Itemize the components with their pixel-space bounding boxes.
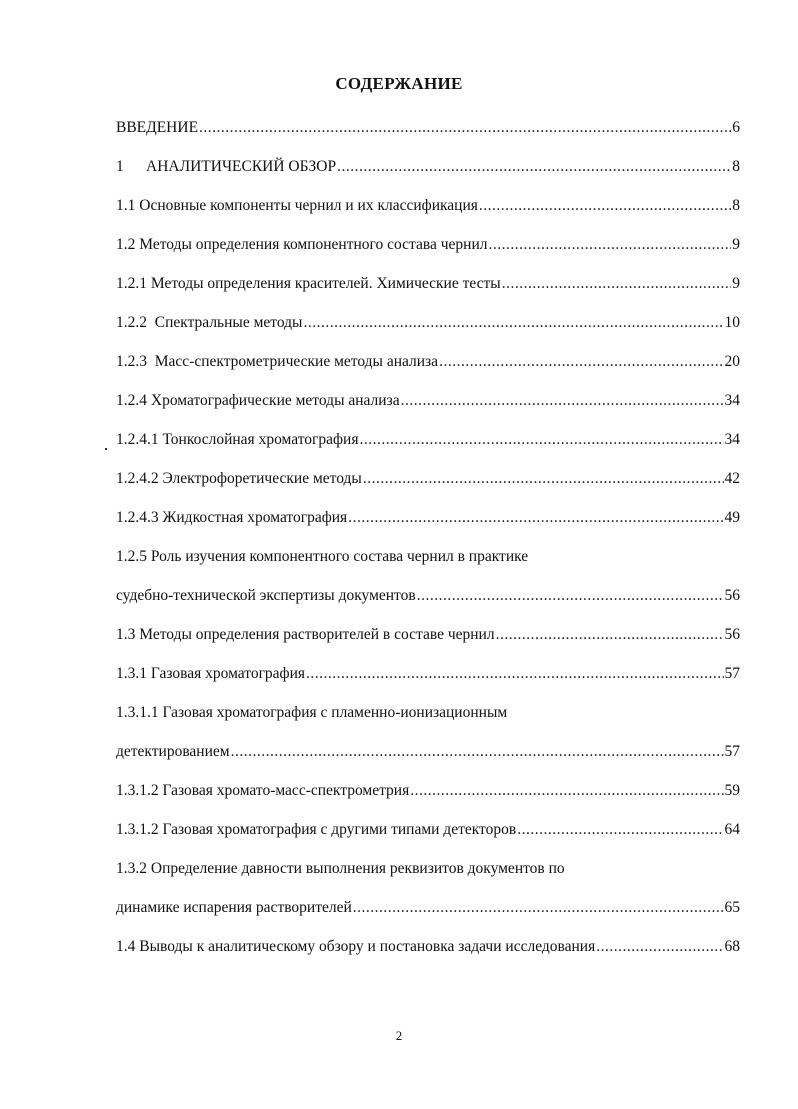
chapter-title: АНАЛИТИЧЕСКИЙ ОБЗОР [146,158,337,175]
dot-leader [496,615,724,654]
toc-entry-text: детектированием [116,743,230,760]
dot-leader [199,108,731,147]
table-of-contents [116,108,740,966]
toc-entry-page: 56 [724,626,740,643]
toc-entry-text: 1.2.4.3 Жидкостная хроматография [116,509,348,526]
toc-entry-text: динамике испарения растворителей [116,899,352,916]
toc-entry-page: 68 [724,938,740,955]
dot-leader [410,771,723,810]
toc-entry-page: 9 [732,275,740,292]
toc-entry-text: ВВЕДЕНИЕ [116,119,199,136]
dot-leader [417,576,724,615]
toc-entry-text: 1.2.5 Роль изучения компонентного состава чернил в практике [116,548,529,565]
page-number: 2 [395,1028,403,1043]
toc-entry-page: 34 [724,392,740,409]
chapter-number: 1 [116,158,124,175]
toc-entry-text: 1.3 Методы определения растворителей в составе чернил [116,626,495,643]
dot-leader [502,264,732,303]
toc-entry-page: 6 [732,119,740,136]
toc-entry-1-3-1-1-line2[interactable] [116,732,740,771]
dot-leader [303,303,723,342]
toc-entry-text: 1.2.4.2 Электрофоретические методы [116,470,362,487]
toc-entry-1-2-4[interactable] [116,381,740,420]
toc-entry-1-2-4-2[interactable] [116,459,740,498]
toc-entry-1-2-1[interactable] [116,264,740,303]
toc-entry-page: 56 [724,587,740,604]
toc-entry-text: 1.3.1.2 Газовая хромато-масс-спектрометрия [116,782,410,799]
dot-leader [439,342,723,381]
dot-leader [489,225,732,264]
toc-entry-1-2-4-3[interactable] [116,498,740,537]
dot-leader [348,498,723,537]
toc-entry-1-3-2-line2[interactable] [116,888,740,927]
toc-entry-page: 59 [724,782,740,799]
dot-leader [401,381,724,420]
toc-entry-text: судебно-технической экспертизы документов [116,587,416,604]
toc-entry-text: 1.2.1 Методы определения красителей. Химические тесты [116,275,501,292]
toc-entry-page: 65 [724,899,740,916]
toc-entry-text: 1.2.4.1 Тонкослойная хроматография [116,431,359,448]
toc-entry-1-2-5-line1[interactable] [116,537,740,576]
toc-entry-page: 57 [724,743,740,760]
dot-leader [306,654,723,693]
dot-leader [337,147,731,186]
toc-entry-text: 1.2.3 Масс-спектрометрические методы анализа [116,353,439,370]
dot-leader [517,810,723,849]
dot-leader [231,732,724,771]
toc-entry-page: 8 [732,197,740,214]
toc-entry-1-3-1-2b[interactable] [116,810,740,849]
toc-entry-text: 1.3.2 Определение давности выполнения реквизитов документов по [116,860,565,877]
toc-entry-page: 9 [732,236,740,253]
toc-entry-page: 8 [732,158,740,175]
dot-leader [363,459,724,498]
toc-entry-text: 1.3.1 Газовая хроматография [116,665,306,682]
dot-leader [479,186,731,225]
toc-entry-page: 49 [724,509,740,526]
toc-entry-1-3-1-1-line1[interactable] [116,693,740,732]
dot-leader [596,927,723,966]
toc-entry-text: 1.3.1.2 Газовая хроматография с другими типами детекторов [116,821,517,838]
toc-entry-text [116,147,336,186]
toc-entry-text: 1.2 Методы определения компонентного состава чернил [116,236,488,253]
dot-leader [353,888,724,927]
scan-speck [105,448,107,450]
toc-entry-1-2[interactable] [116,225,740,264]
toc-entry-chapter-1[interactable] [116,147,740,186]
toc-entry-1-3-1[interactable] [116,654,740,693]
toc-entry-text: 1.4 Выводы к аналитическому обзору и постановка задачи исследования [116,938,596,955]
toc-entry-text: 1.3.1.1 Газовая хроматография с пламенно-ионизационным [116,704,508,721]
toc-entry-1-3-2-line1[interactable] [116,849,740,888]
toc-entry-page: 20 [724,353,740,370]
toc-entry-intro[interactable] [116,108,740,147]
toc-entry-1-2-5-line2[interactable] [116,576,740,615]
toc-entry-1-1[interactable] [116,186,740,225]
toc-entry-page: 10 [724,314,740,331]
toc-entry-1-2-4-1[interactable] [116,420,740,459]
toc-entry-text: 1.2.4 Хроматографические методы анализа [116,392,400,409]
toc-entry-1-4[interactable] [116,927,740,966]
dot-leader [359,420,723,459]
toc-entry-page: 42 [724,470,740,487]
toc-entry-page: 34 [724,431,740,448]
toc-entry-1-3-1-2a[interactable] [116,771,740,810]
toc-entry-1-2-3[interactable] [116,342,740,381]
toc-entry-text: 1.2.2 Спектральные методы [116,314,303,331]
toc-entry-1-3[interactable] [116,615,740,654]
toc-entry-page: 57 [724,665,740,682]
page-title: СОДЕРЖАНИЕ [335,74,463,93]
toc-entry-text: 1.1 Основные компоненты чернил и их классификация [116,197,478,214]
toc-entry-page: 64 [724,821,740,838]
toc-entry-1-2-2[interactable] [116,303,740,342]
